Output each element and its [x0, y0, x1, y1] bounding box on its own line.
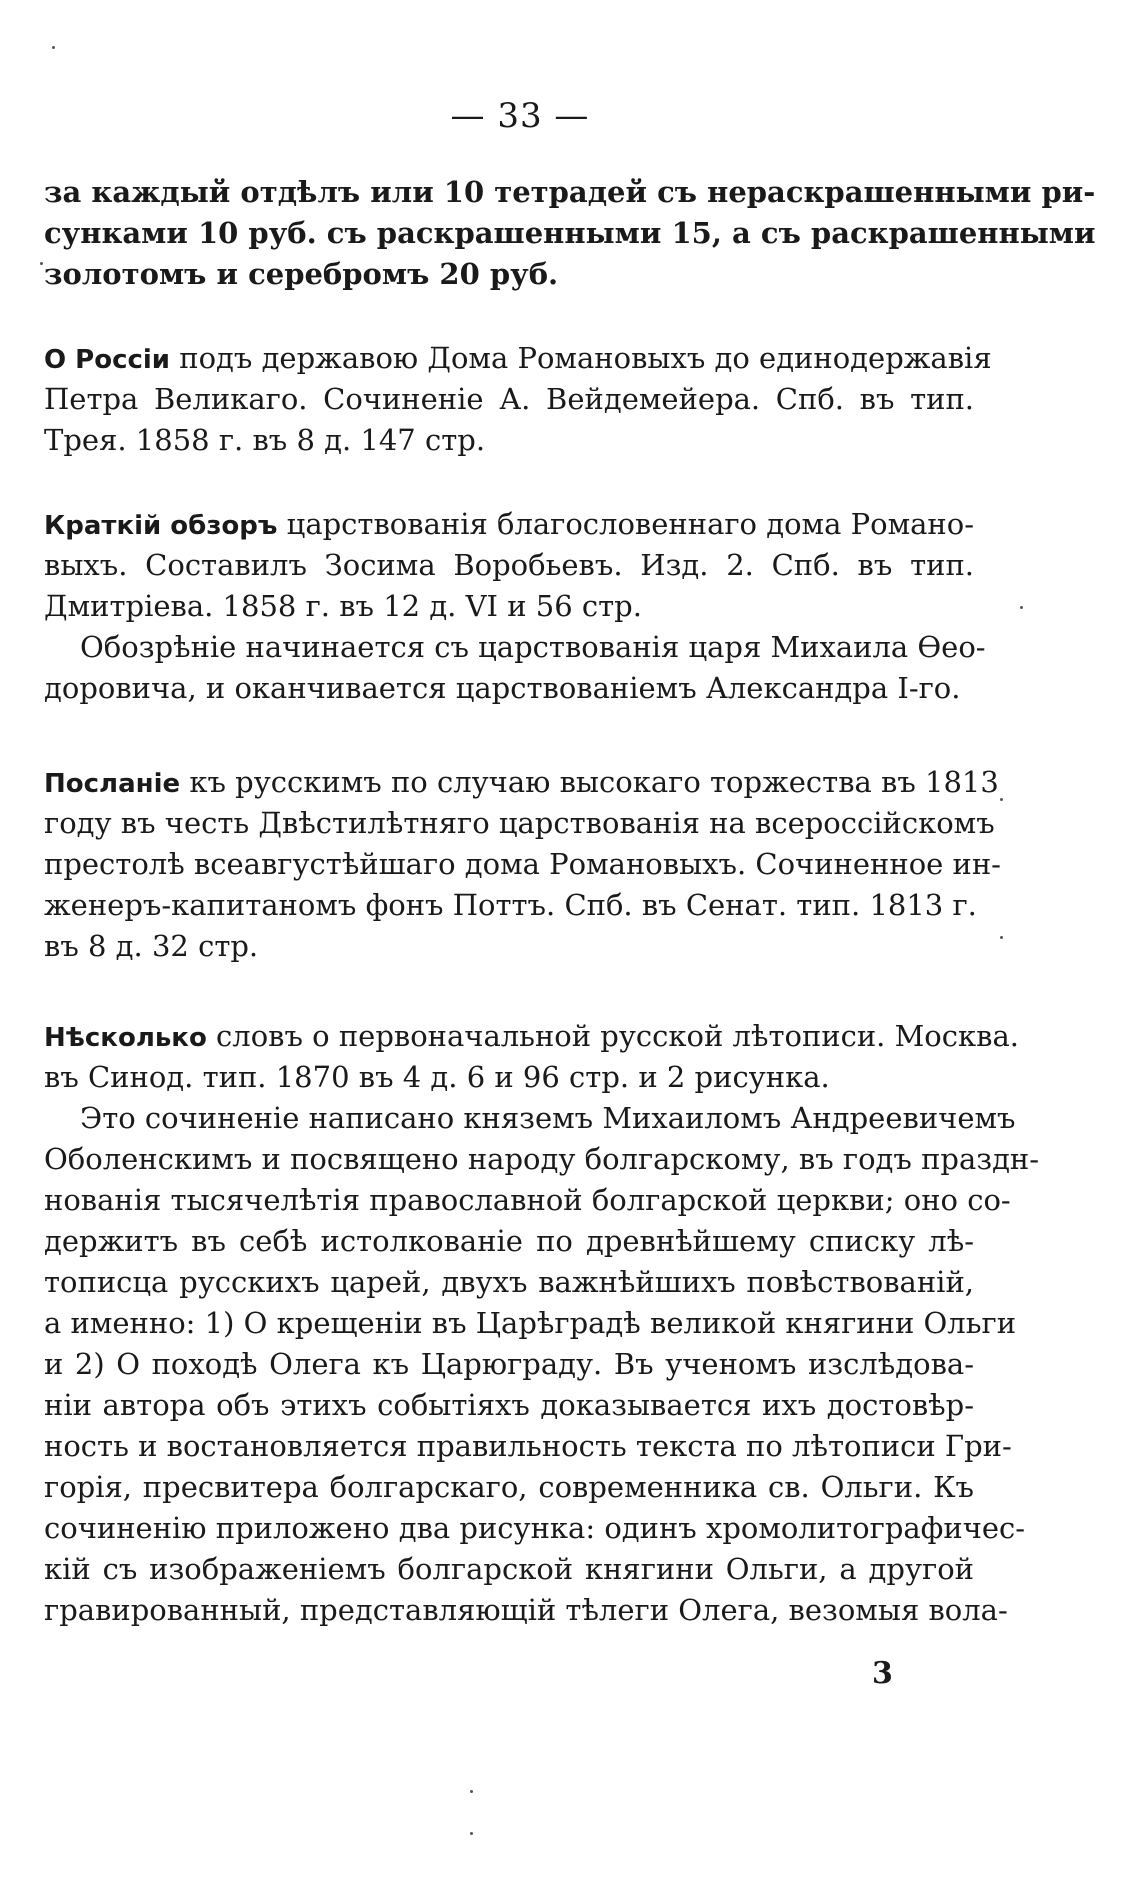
text-line: сунками 10 руб. съ раскрашенными 15, а съ раскрашенными — [44, 216, 1096, 250]
text-line: выхъ. Составилъ Зосима Воробьевъ. Изд. 2. Спб. въ тип. — [44, 548, 974, 582]
scan-speck — [40, 262, 43, 265]
scan-speck — [1020, 606, 1023, 609]
bibliography-entry-russia — [44, 338, 992, 461]
text-line: Обозрѣніе начинается съ царствованія царя Михаила Ѳео- — [80, 630, 986, 664]
text-line: Это сочиненіе написано княземъ Михаиломъ Андреевичемъ — [80, 1101, 1016, 1135]
scan-speck — [470, 1790, 473, 1793]
text-line: году въ честь Двѣстилѣтняго царствованія на всероссійскомъ — [44, 806, 995, 840]
text-line: держитъ въ себѣ истолкованіе по древнѣйшему списку лѣ- — [44, 1224, 974, 1258]
scan-speck — [52, 46, 55, 49]
entry-title-rest: словъ о первоначальной русской лѣтописи. Москва. — [206, 1019, 1019, 1053]
entry-title-lead: О Россіи — [44, 345, 171, 375]
entry-title-lead: Краткій обзоръ — [44, 511, 278, 541]
text-line: ность и востановляется правильность текста по лѣтописи Гри- — [44, 1429, 1012, 1463]
entry-first-line — [44, 338, 992, 379]
text-line: тописца русскихъ царей, двухъ важнѣйшихъ повѣствованій, — [44, 1265, 974, 1299]
text-line: Оболенскимъ и посвящено народу болгарскому, въ годъ праздн- — [44, 1142, 1040, 1176]
entry-first-line — [44, 1016, 1019, 1057]
entry-title-rest: подъ державою Дома Романовыхъ до единодержавія — [170, 341, 992, 375]
text-line: Петра Великаго. Сочиненіе А. Вейдемейера. Спб. въ тип. — [44, 382, 974, 416]
entry-title-lead: Посланіе — [44, 769, 181, 799]
text-line: въ 8 д. 32 стр. — [44, 929, 259, 963]
text-line: сочиненію приложено два рисунка: одинъ хромолитографичес- — [44, 1511, 1026, 1545]
page-number: — 33 — — [450, 96, 590, 136]
scan-speck — [1000, 798, 1003, 801]
text-line: и 2) О походѣ Олега къ Царюграду. Въ ученомъ изслѣдова- — [44, 1347, 974, 1381]
entry-title-rest: къ русскимъ по случаю высокаго торжества въ 1813 — [180, 765, 999, 799]
scan-speck — [470, 1832, 473, 1835]
bibliography-entry-brief-review — [44, 504, 986, 709]
text-line: ніи автора объ этихъ событіяхъ доказывается ихъ достовѣр- — [44, 1388, 974, 1422]
text-line: престолѣ всеавгустѣйшаго дома Романовыхъ. Сочиненное ин- — [44, 847, 1001, 881]
text-line: въ Синод. тип. 1870 въ 4 д. 6 и 96 стр. и 2 рисунка. — [44, 1060, 830, 1094]
text-line: женеръ-капитаномъ фонъ Поттъ. Спб. въ Сенат. тип. 1813 г. — [44, 888, 977, 922]
text-line: горія, пресвитера болгарскаго, современника св. Ольги. Къ — [44, 1470, 974, 1504]
text-line: доровича, и оканчивается царствованіемъ Александра I-го. — [44, 671, 961, 705]
entry-title-rest: царствованія благословеннаго дома Романо- — [277, 507, 975, 541]
entry-first-line — [44, 504, 974, 545]
entry-title-lead: Нѣсколько — [44, 1023, 207, 1053]
bibliography-entry-chronicle — [44, 1016, 1040, 1631]
signature-mark: 3 — [872, 1656, 893, 1691]
scan-speck — [1000, 936, 1003, 939]
text-line: а именно: 1) О крещеніи въ Царѣградѣ великой княгини Ольги — [44, 1306, 1017, 1340]
text-line: золотомъ и серебромъ 20 руб. — [44, 257, 559, 291]
text-line: Дмитріева. 1858 г. въ 12 д. VI и 56 стр. — [44, 589, 642, 623]
text-line: Трея. 1858 г. въ 8 д. 147 стр. — [44, 423, 486, 457]
continuation-paragraph — [44, 172, 1096, 295]
text-line: гравированный, представляющій тѣлеги Олега, везомыя вола- — [44, 1593, 1008, 1627]
entry-first-line — [44, 762, 999, 803]
text-line: за каждый отдѣлъ или 10 тетрадей съ нераскрашенными ри- — [44, 175, 1096, 209]
bibliography-entry-epistle — [44, 762, 1001, 967]
text-line: кій съ изображеніемъ болгарской княгини Ольги, а другой — [44, 1552, 974, 1586]
text-line: нованія тысячелѣтія православной болгарской церкви; оно со- — [44, 1183, 1011, 1217]
